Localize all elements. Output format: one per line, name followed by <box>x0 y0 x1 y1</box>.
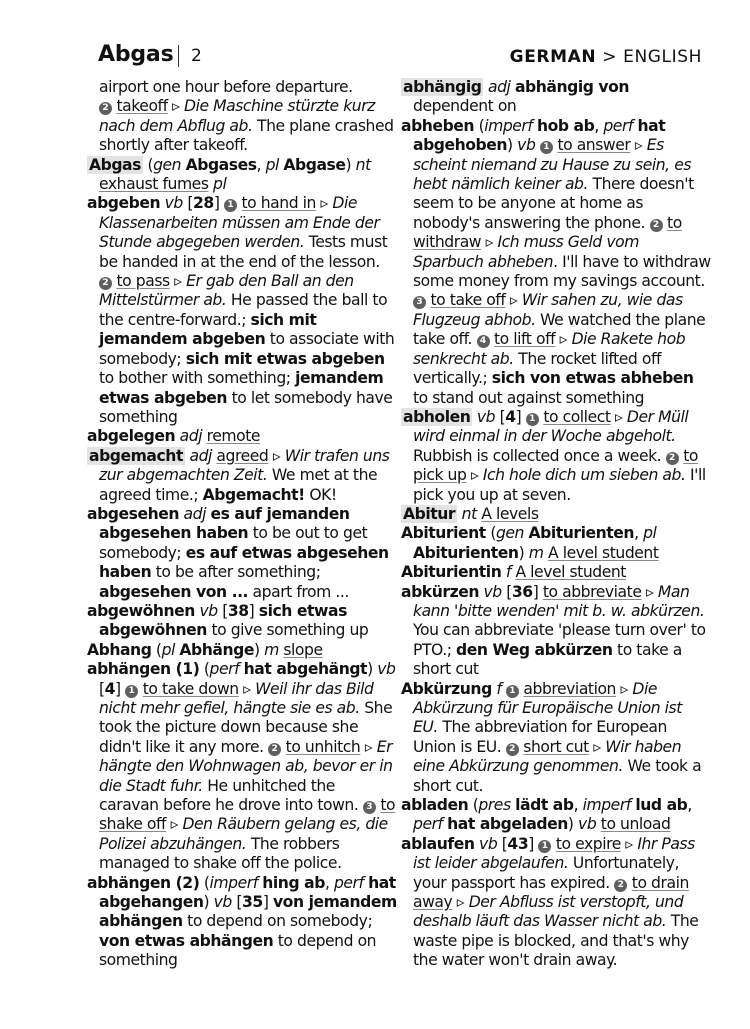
translation-link[interactable]: to expire <box>555 834 621 853</box>
translation-link[interactable]: to pick up <box>413 446 698 485</box>
text-run: airport one hour before departure. <box>99 78 353 96</box>
sense-number-badge: 2 <box>506 743 519 756</box>
text-run: ) <box>367 660 378 679</box>
italic-text: adj <box>183 504 206 523</box>
text-run: ( <box>199 873 210 892</box>
entry-continuation <box>87 97 397 155</box>
text-run: ( <box>485 524 496 543</box>
sense-number-badge: 2 <box>614 879 627 892</box>
italic-text: perf <box>333 873 364 892</box>
italic-text: gen <box>153 155 182 174</box>
sense-number-badge: 1 <box>538 840 551 853</box>
text-run: , <box>324 873 334 892</box>
bold-text: abgesehen <box>87 504 180 523</box>
italic-text: Er gab den Ball an den Mittelstürmer ab. <box>99 272 354 310</box>
highlighted-headword: Abgas <box>89 155 141 174</box>
text-run: [ <box>231 893 243 912</box>
bold-text: Abgemacht! <box>202 485 305 504</box>
italic-text: Die Abkürzung für Europäische Union ist EU. <box>413 679 682 737</box>
text-run: ▹ <box>466 466 483 485</box>
text-run: ) <box>253 640 265 659</box>
text-run: The plane crashed shortly after takeoff. <box>99 116 394 155</box>
text-run: ▹ <box>616 679 633 698</box>
text-run: [ <box>501 582 512 601</box>
text-run: , <box>687 796 692 815</box>
sense-number-badge: 1 <box>224 199 237 212</box>
text-run: [ <box>182 194 194 213</box>
bold-text: Abiturientin <box>401 563 502 582</box>
italic-text: perf <box>209 660 240 679</box>
bold-text: hat abgehangen <box>99 873 396 912</box>
italic-text: vb <box>213 893 232 912</box>
sense-number-badge: 2 <box>666 452 679 465</box>
text-run: ▹ <box>588 737 606 756</box>
dictionary-entry <box>87 156 397 195</box>
translation-link[interactable]: to abbreviate <box>542 582 642 601</box>
text-run: to depend on somebody; <box>182 912 373 931</box>
italic-text: perf <box>413 815 443 834</box>
italic-text: Weil ihr das Bild nicht mehr gefiel, hängte sie es ab. <box>99 679 374 717</box>
left-column <box>87 78 397 971</box>
bold-text: abgewöhnen <box>87 601 195 620</box>
italic-text: pl <box>265 155 279 174</box>
text-run: Tests must be handed in at the end of the lesson. <box>99 233 388 271</box>
text-run: The waste pipe is blocked, and that's why the water won't drain away. <box>413 912 699 970</box>
dictionary-entry <box>87 447 397 505</box>
text-run: The robbers managed to shake off the police. <box>99 834 342 873</box>
text-run: to bother with something; <box>99 369 296 388</box>
text-run: [ <box>217 601 228 620</box>
italic-text: Der Abfluss ist verstopft, und deshalb läuft das Wasser nicht ab. <box>413 893 684 931</box>
text-run: Unfortunately, your passport has expired. <box>413 854 679 892</box>
italic-text: adj <box>179 427 203 446</box>
translation-link[interactable]: to collect <box>543 407 611 426</box>
italic-text: Er hängte den Wohnwagen ab, bevor er in die Stadt fuhr. <box>99 737 393 795</box>
italic-text: Ich muss Geld vom Sparbuch abheben <box>413 233 639 271</box>
bold-text: hob ab <box>536 116 595 135</box>
bold-text: abgeben <box>87 194 161 213</box>
highlighted-headword: abholen <box>403 407 471 426</box>
translation-link[interactable]: to withdraw <box>413 213 682 252</box>
page-header <box>98 42 702 74</box>
text-run: ( <box>199 660 210 679</box>
sense-number-badge: 1 <box>540 141 553 154</box>
translation-link[interactable]: abbreviation <box>523 679 616 698</box>
dictionary-entry <box>401 505 711 524</box>
bold-text: hat abgeladen <box>447 815 568 834</box>
text-run: ▹ <box>555 330 572 349</box>
text-run: to be after something; <box>151 563 321 582</box>
translation-link[interactable]: to take off <box>430 291 506 310</box>
text-run: There doesn't seem to be anyone at home as nobody's answering the phone. <box>413 175 694 232</box>
text-run: ( <box>474 116 485 135</box>
bold-text: ablaufen <box>401 834 475 853</box>
text-run: ( <box>151 640 162 659</box>
bold-text: hat abgehoben <box>413 116 666 155</box>
bold-text: sich etwas abgewöhnen <box>99 601 347 640</box>
sense-number-badge: 2 <box>650 219 663 232</box>
bold-text: von etwas abhängen <box>99 931 274 950</box>
text-run: to let somebody have something <box>99 388 393 426</box>
italic-text: Der Müll wird einmal in der Woche abgeholt. <box>413 407 689 446</box>
highlighted-headword: abhängig <box>403 78 482 96</box>
italic-text: perf <box>603 116 633 135</box>
bold-text: abgesehen von ... <box>99 582 249 601</box>
bold-text: Abgase <box>283 155 346 174</box>
text-run: dependent on <box>413 97 517 116</box>
italic-text: pl <box>161 640 175 659</box>
translation-link[interactable]: takeoff <box>116 97 168 116</box>
right-column <box>401 78 711 971</box>
italic-text: imperf <box>209 873 258 892</box>
text-run: ▹ <box>268 446 285 465</box>
dictionary-entry <box>401 117 711 408</box>
text-run: ( <box>468 796 479 815</box>
bold-text: Abgases <box>185 155 257 174</box>
text-run <box>501 680 506 698</box>
bold-text: Abhänge <box>179 640 254 659</box>
dictionary-entry <box>401 680 711 796</box>
text-run: ] <box>262 893 273 912</box>
italic-text: vb <box>483 582 502 601</box>
text-run: ▹ <box>238 679 256 698</box>
translation-link[interactable]: slope <box>283 640 323 659</box>
dictionary-entry <box>87 874 397 971</box>
sense-number-badge: 2 <box>99 277 112 290</box>
text-run: ] <box>532 582 543 601</box>
italic-text: pres <box>478 796 511 815</box>
dictionary-entry <box>87 602 397 641</box>
sense-number-badge: 1 <box>506 685 519 698</box>
text-run: ▹ <box>505 291 522 310</box>
bold-text: den Weg abkürzen <box>456 640 613 659</box>
text-run: The abbreviation for European Union is EU. <box>413 718 667 756</box>
italic-text: nt <box>355 155 371 174</box>
text-run: OK! <box>304 485 337 504</box>
text-run: ] <box>213 194 224 213</box>
dictionary-entry <box>87 505 397 602</box>
text-run: ) <box>345 155 356 174</box>
text-run: ▹ <box>481 233 498 252</box>
text-run: [ <box>99 679 105 698</box>
italic-text: vb <box>377 660 396 679</box>
italic-text: m <box>528 543 544 562</box>
italic-text: vb <box>479 834 498 853</box>
text-run: He passed the ball to the centre-forward.; <box>99 291 388 329</box>
sense-number-badge: 2 <box>99 102 112 115</box>
dictionary-entry <box>87 194 397 427</box>
text-run: ) <box>203 893 214 912</box>
dictionary-entry <box>87 427 397 446</box>
italic-text: imperf <box>582 796 631 815</box>
italic-text: Wir haben eine Abkürzung genommen. <box>413 737 682 776</box>
text-run: ] <box>115 679 126 698</box>
text-run: We met at the agreed time.; <box>99 466 378 504</box>
running-headword: Abgas <box>98 42 174 67</box>
dictionary-entry <box>401 796 711 835</box>
italic-text: Die Klassenarbeiten müssen am Ende der Stunde abgegeben werden. <box>99 194 380 252</box>
bold-text: abhängig von <box>514 78 630 96</box>
text-run: ) <box>518 543 529 562</box>
text-run: apart from ... <box>248 582 349 601</box>
text-run: , <box>594 116 604 135</box>
bold-text: 4 <box>505 407 516 426</box>
source-language: GERMAN <box>509 47 597 67</box>
text-run: She took the picture down because she didn't like it any more. <box>99 699 393 756</box>
dictionary-entry <box>401 583 711 680</box>
translation-link[interactable]: to answer <box>557 136 631 155</box>
italic-text: Die Rakete hob senkrecht ab. <box>413 330 686 368</box>
bold-text: Abiturienten <box>413 543 519 562</box>
target-language: ENGLISH <box>623 47 702 67</box>
dictionary-entry <box>87 641 397 660</box>
bold-text: 28 <box>193 194 214 213</box>
italic-text: vb <box>199 601 218 620</box>
translation-link[interactable]: to shake off <box>99 796 396 834</box>
text-run: . I'll have to withdraw some money from my savings account. <box>413 252 711 291</box>
highlighted-headword: Abitur <box>403 504 456 523</box>
text-run: Rubbish is collected once a week. <box>413 446 666 465</box>
sense-number-badge: 4 <box>477 335 490 348</box>
text-run: [ <box>497 834 508 853</box>
italic-text: Wir sahen zu, wie das Flugzeug abhob. <box>413 291 683 329</box>
bold-text: hing ab <box>262 873 325 892</box>
text-run: to associate with somebody; <box>99 330 395 368</box>
bold-text: 36 <box>511 582 533 601</box>
bold-text: es auf jemanden abgesehen haben <box>99 504 350 543</box>
bold-text: es auf etwas abgesehen haben <box>99 543 389 582</box>
bold-text: abhängen (2) <box>87 873 200 892</box>
translation-link[interactable]: exhaust fumes <box>99 175 209 194</box>
translation-link[interactable]: A levels <box>481 504 539 523</box>
translation-link[interactable]: to take down <box>142 679 239 698</box>
text-run: ▹ <box>360 737 377 756</box>
bold-text: abheben <box>401 116 475 135</box>
text-run: ) <box>507 136 518 155</box>
italic-text: imperf <box>484 116 533 135</box>
translation-link[interactable]: to hand in <box>241 194 316 213</box>
text-run: The rocket lifted off vertically.; <box>413 349 662 388</box>
bold-text: sich von etwas abheben <box>491 369 694 388</box>
bold-text: Abkürzung <box>401 679 492 698</box>
text-run: I'll pick you up at seven. <box>413 466 706 504</box>
italic-text: vb <box>578 815 597 834</box>
bold-text: abkürzen <box>401 582 480 601</box>
italic-text: Ihr Pass ist leider abgelaufen. <box>413 834 695 873</box>
text-run: ▹ <box>316 194 333 213</box>
bold-text: von jemandem abhängen <box>99 893 397 931</box>
text-run: ▹ <box>641 582 658 601</box>
header-divider <box>178 45 179 67</box>
italic-text: pl <box>643 524 657 543</box>
translation-link[interactable]: A level student <box>547 543 659 562</box>
sense-number-badge: 2 <box>268 743 281 756</box>
bold-text: sich mit jemandem abgeben <box>99 310 317 349</box>
dictionary-entry <box>401 835 711 971</box>
text-run: [ <box>495 407 506 426</box>
sense-number-badge: 3 <box>413 296 426 309</box>
italic-text: pl <box>213 175 227 194</box>
translation-link[interactable]: agreed <box>216 446 269 465</box>
bold-text: 35 <box>242 893 263 912</box>
text-run: You can abbreviate 'please turn over' to PTO.; <box>413 621 706 659</box>
text-run: ▹ <box>630 136 647 155</box>
italic-text: adj <box>189 446 212 465</box>
text-run: to depend on something <box>99 931 377 970</box>
bold-text: Abiturient <box>401 524 486 543</box>
dictionary-entry <box>401 78 711 117</box>
bold-text: sich mit etwas abgeben <box>185 349 385 368</box>
italic-text: Den Räubern gelang es, die Polizei abzuhängen. <box>99 815 388 853</box>
text-run: ] <box>528 834 539 853</box>
italic-text: vb <box>517 136 536 155</box>
text-run: We took a short cut. <box>413 757 702 795</box>
bold-text: 43 <box>507 834 529 853</box>
bold-text: hat abgehängt <box>243 660 368 679</box>
translation-link[interactable]: to pass <box>116 272 170 291</box>
translation-link[interactable]: remote <box>206 427 261 446</box>
italic-text: Ich hole dich um sieben ab. <box>482 466 686 485</box>
sense-number-badge: 3 <box>363 801 376 814</box>
bold-text: lud ab <box>635 796 688 815</box>
language-direction <box>510 47 702 67</box>
text-run: ▹ <box>169 272 187 291</box>
dictionary-entry <box>401 524 711 563</box>
italic-text: vb <box>164 194 183 213</box>
bold-text: Abhang <box>87 640 152 659</box>
bold-text: abhängen (1) <box>87 660 200 679</box>
translation-link[interactable]: to lift off <box>494 330 556 349</box>
italic-text: nt <box>461 504 477 523</box>
text-run: ▹ <box>610 407 627 426</box>
translation-link[interactable]: short cut <box>523 737 589 756</box>
translation-link[interactable]: to unhitch <box>285 737 361 756</box>
italic-text: adj <box>488 78 511 96</box>
page-number: 2 <box>191 46 202 66</box>
text-run: , <box>573 796 583 815</box>
bold-text: 4 <box>104 679 116 698</box>
italic-text: f <box>496 679 502 698</box>
text-run: , <box>256 155 266 174</box>
text-run: ] <box>248 601 259 620</box>
italic-text: Wir trafen uns zur abgemachten Zeit. <box>99 446 390 485</box>
text-run: ( <box>142 155 154 174</box>
italic-text: f <box>505 563 511 582</box>
sense-number-badge: 1 <box>526 413 539 426</box>
bold-text: abgelegen <box>87 427 176 446</box>
bold-text: abladen <box>401 796 469 815</box>
dictionary-entry <box>401 563 711 582</box>
italic-text: m <box>264 640 279 659</box>
italic-text: vb <box>476 407 496 426</box>
text-run: ▹ <box>166 815 183 834</box>
italic-text: gen <box>495 524 524 543</box>
text-run: to be out to get somebody; <box>99 524 368 562</box>
bold-text: Abiturienten <box>528 524 635 543</box>
text-run: ] <box>515 407 526 426</box>
text-run: He unhitched the caravan before he drove into town. <box>99 776 363 815</box>
entry-continuation <box>87 78 397 97</box>
italic-text: Die Maschine stürzte kurz nach dem Abflug ab. <box>99 97 375 135</box>
text-run: ▹ <box>167 97 185 116</box>
text-run: to take a short cut <box>413 640 682 679</box>
text-run: to stand out against something <box>413 388 645 407</box>
translation-link[interactable]: to unload <box>600 815 671 834</box>
text-run: to give something up <box>206 621 369 640</box>
bold-text: jemandem etwas abgeben <box>99 369 384 407</box>
bold-text: lädt ab <box>515 796 574 815</box>
text-run: , <box>634 524 644 543</box>
sense-number-badge: 1 <box>125 685 138 698</box>
italic-text: Man kann 'bitte wenden' mit b. w. abkürzen. <box>413 582 705 620</box>
dictionary-entry <box>401 408 711 505</box>
text-run: ▹ <box>620 834 638 853</box>
text-run: We watched the plane take off. <box>413 310 706 349</box>
translation-link[interactable]: A level student <box>515 563 626 582</box>
italic-text: Es scheint niemand zu Hause zu sein, es hebt nämlich keiner ab. <box>413 136 692 194</box>
text-run: ▹ <box>452 893 469 912</box>
text-run: ) <box>567 815 579 834</box>
dictionary-entry <box>87 660 397 873</box>
translation-link[interactable]: to drain away <box>413 873 689 912</box>
direction-arrow: > <box>602 47 618 67</box>
highlighted-headword: abgemacht <box>89 446 183 465</box>
bold-text: 38 <box>227 601 249 620</box>
